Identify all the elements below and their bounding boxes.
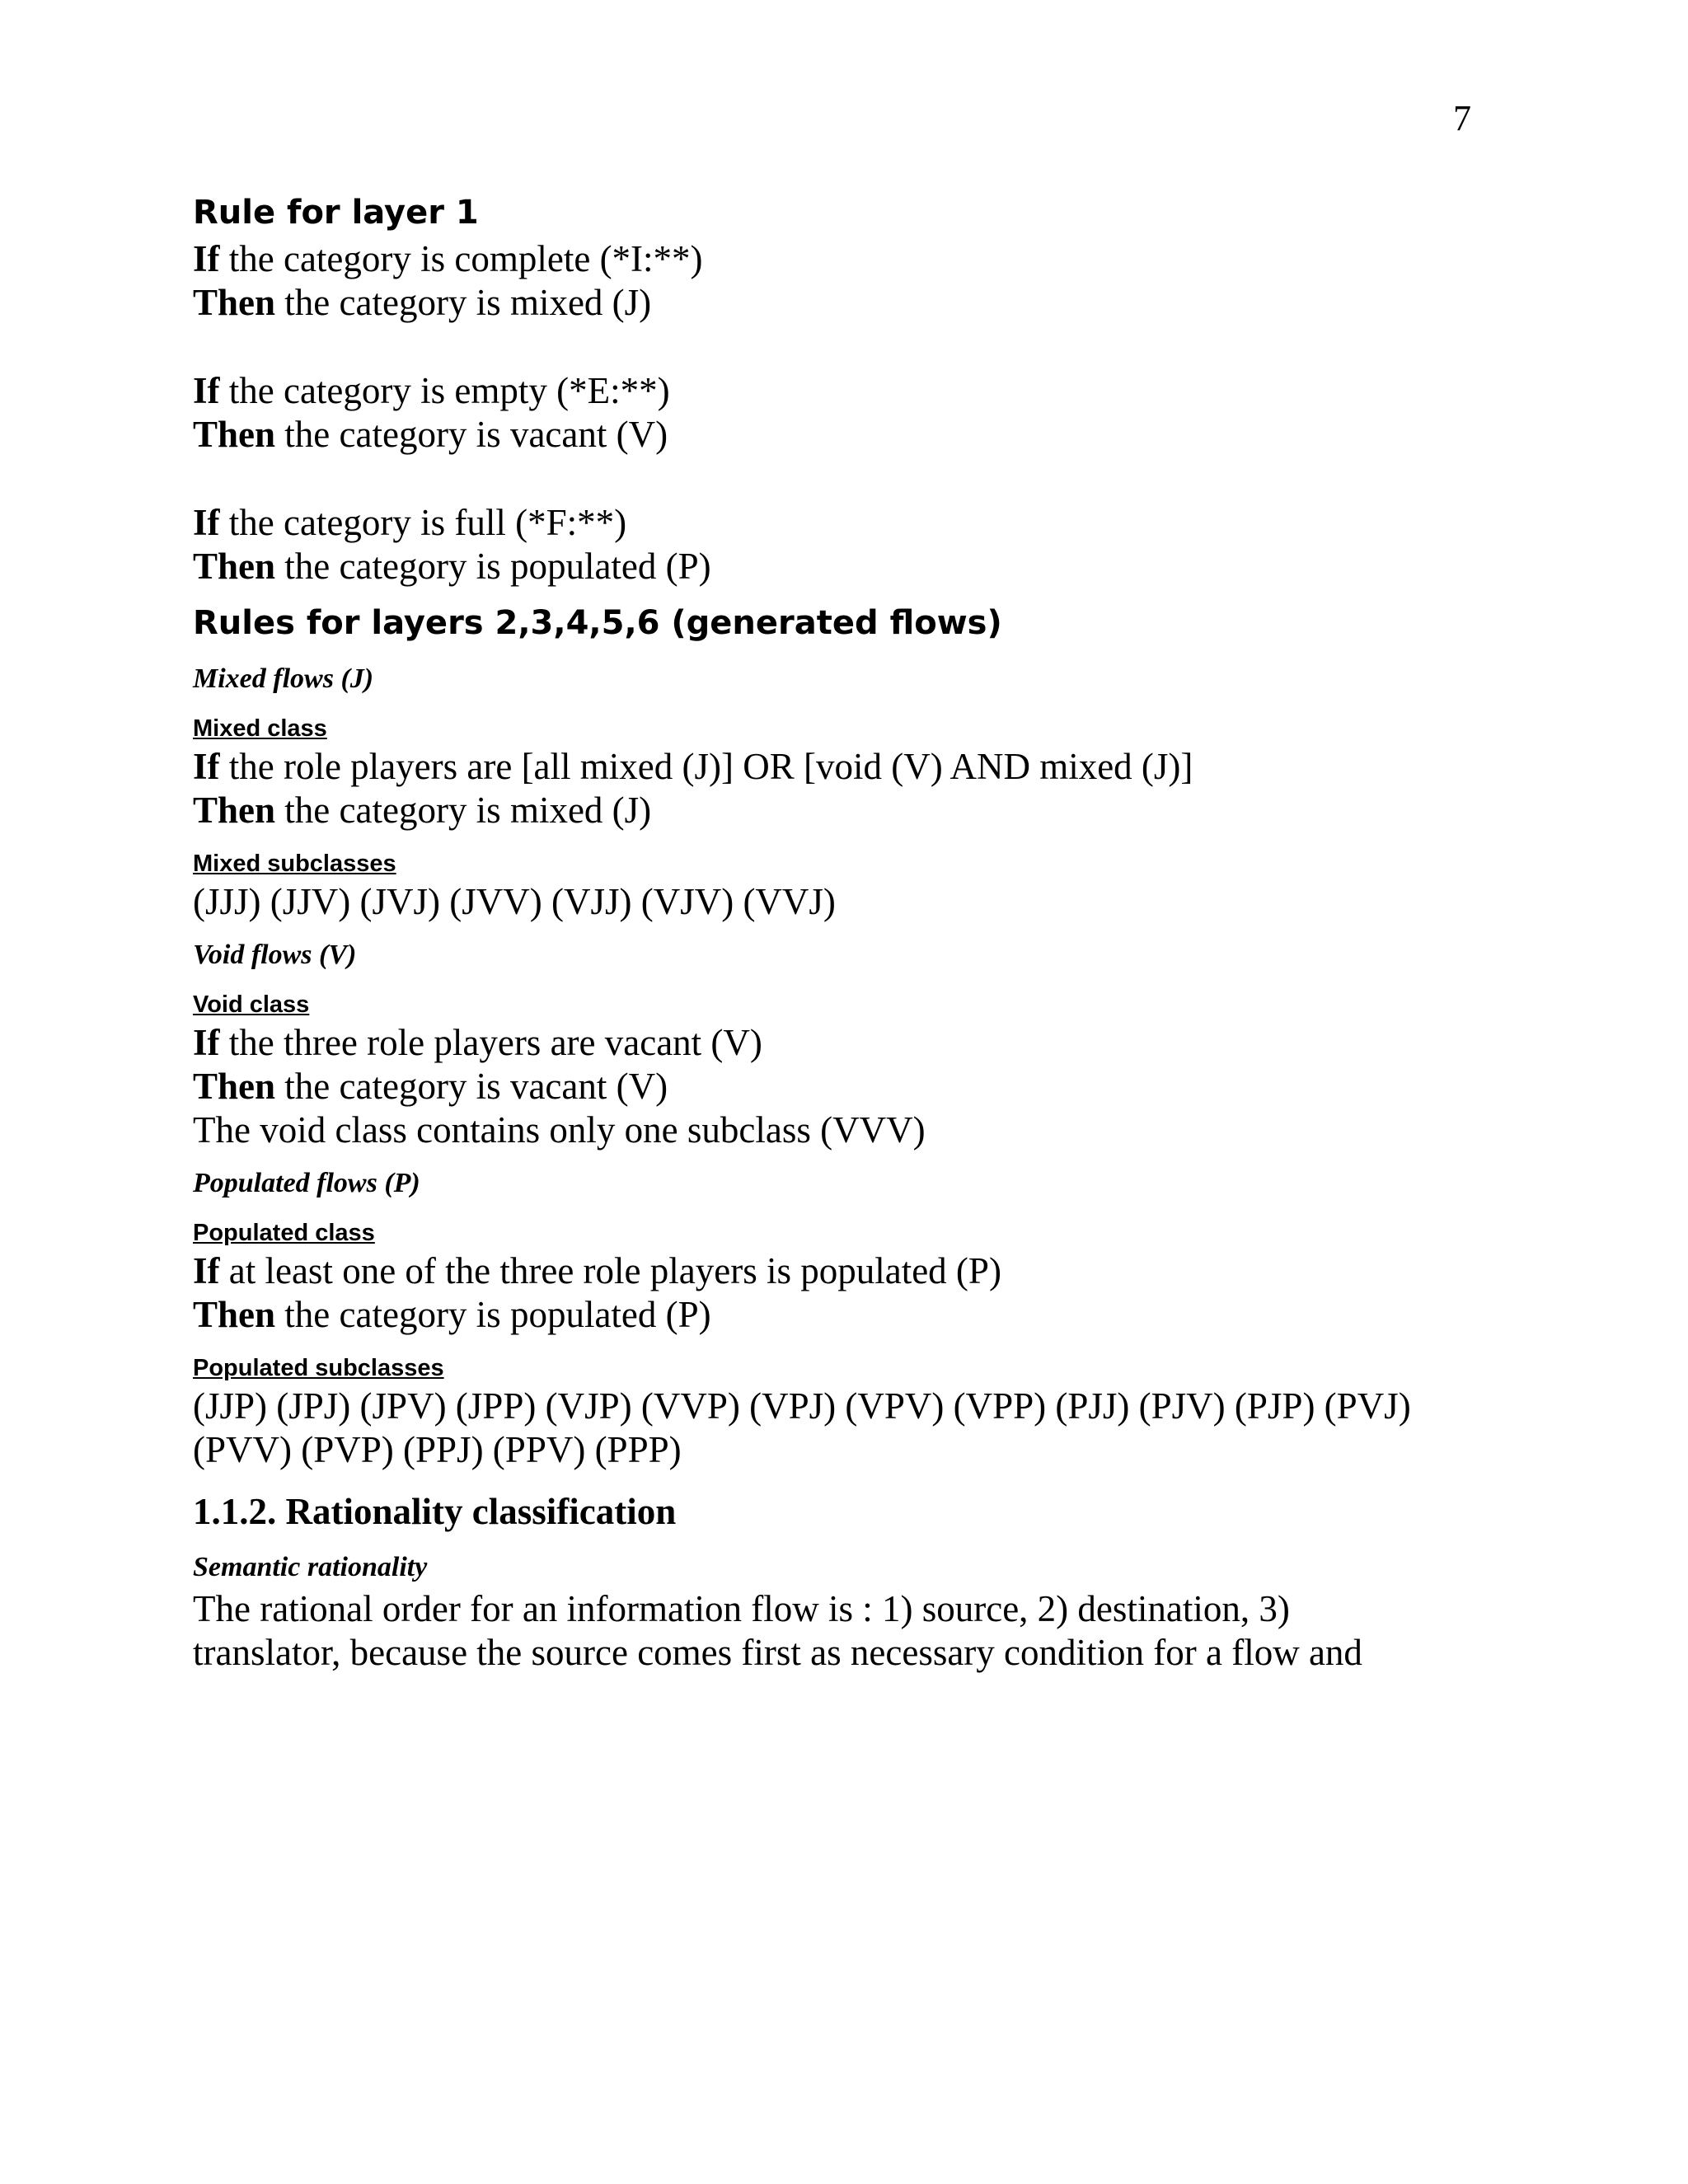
rule-text: the role players are [all mixed (J)] OR [void (V) AND mixed (J)] <box>219 746 1193 787</box>
layer1-rule3-if <box>193 501 1495 545</box>
rule-text: the category is complete (*I:**) <box>219 238 703 279</box>
then-keyword: Then <box>193 1294 276 1335</box>
mixed-if <box>193 745 1495 789</box>
rule-text: the three role players are vacant (V) <box>219 1022 762 1063</box>
rationality-subheading: Semantic rationality <box>193 1552 428 1582</box>
if-keyword: If <box>193 370 220 411</box>
rule-text: the category is populated (P) <box>275 546 711 587</box>
layer1-rule1-then <box>193 281 1495 325</box>
if-keyword: If <box>193 502 220 543</box>
rule-text: the category is mixed (J) <box>275 790 652 831</box>
rule-text: the category is vacant (V) <box>275 414 668 455</box>
if-keyword: If <box>193 1250 220 1291</box>
populated-then <box>193 1293 1495 1337</box>
populated-heading: Populated flows (P) <box>193 1168 420 1198</box>
layer1-title: Rule for layer 1 <box>193 194 479 232</box>
rule-text: the category is vacant (V) <box>275 1066 668 1107</box>
then-keyword: Then <box>193 414 276 455</box>
then-keyword: Then <box>193 546 276 587</box>
rule-text: the category is empty (*E:**) <box>219 370 670 411</box>
then-keyword: Then <box>193 1066 276 1107</box>
layer1-rule2-if <box>193 369 1495 413</box>
rationality-line1: The rational order for an information flow is : 1) source, 2) destination, 3) <box>193 1588 1290 1629</box>
void-if <box>193 1021 1495 1065</box>
rationality-title: 1.1.2. Rationality classification <box>193 1491 677 1532</box>
void-heading: Void flows (V) <box>193 940 357 970</box>
void-note: The void class contains only one subclass (VVV) <box>193 1109 926 1151</box>
mixed-subclasses-label: Mixed subclasses <box>193 851 396 877</box>
mixed-class-label: Mixed class <box>193 715 327 742</box>
then-keyword: Then <box>193 790 276 831</box>
void-class-label: Void class <box>193 991 310 1018</box>
layers-title: Rules for layers 2,3,4,5,6 (generated flows) <box>193 604 1002 642</box>
document-body <box>193 188 1495 1675</box>
rule-text: the category is mixed (J) <box>275 282 652 323</box>
mixed-subclasses: (JJJ) (JJV) (JVJ) (JVV) (VJJ) (VJV) (VVJ) <box>193 881 836 922</box>
mixed-heading: Mixed flows (J) <box>193 663 374 694</box>
rationality-line2: translator, because the source comes first as necessary condition for a flow and <box>193 1632 1362 1673</box>
then-keyword: Then <box>193 282 276 323</box>
layer1-rule1-if <box>193 237 1495 281</box>
if-keyword: If <box>193 238 220 279</box>
void-then <box>193 1065 1495 1108</box>
populated-subclasses-line2: (PVV) (PVP) (PPJ) (PPV) (PPP) <box>193 1429 682 1470</box>
populated-subclasses-line1: (JJP) (JPJ) (JPV) (JPP) (VJP) (VVP) (VPJ) (VPV) (VPP) (PJJ) (PJV) (PJP) (PVJ) <box>193 1385 1411 1427</box>
page-number: 7 <box>1453 98 1471 138</box>
layer1-rule2-then <box>193 413 1495 457</box>
rule-text: at least one of the three role players is populated (P) <box>219 1250 1001 1291</box>
populated-class-label: Populated class <box>193 1220 375 1246</box>
if-keyword: If <box>193 1022 220 1063</box>
rule-text: the category is full (*F:**) <box>219 502 627 543</box>
rule-text: the category is populated (P) <box>275 1294 711 1335</box>
mixed-then <box>193 789 1495 832</box>
layer1-rule3-then <box>193 545 1495 588</box>
populated-if <box>193 1249 1495 1293</box>
populated-subclasses-label: Populated subclasses <box>193 1355 444 1381</box>
if-keyword: If <box>193 746 220 787</box>
